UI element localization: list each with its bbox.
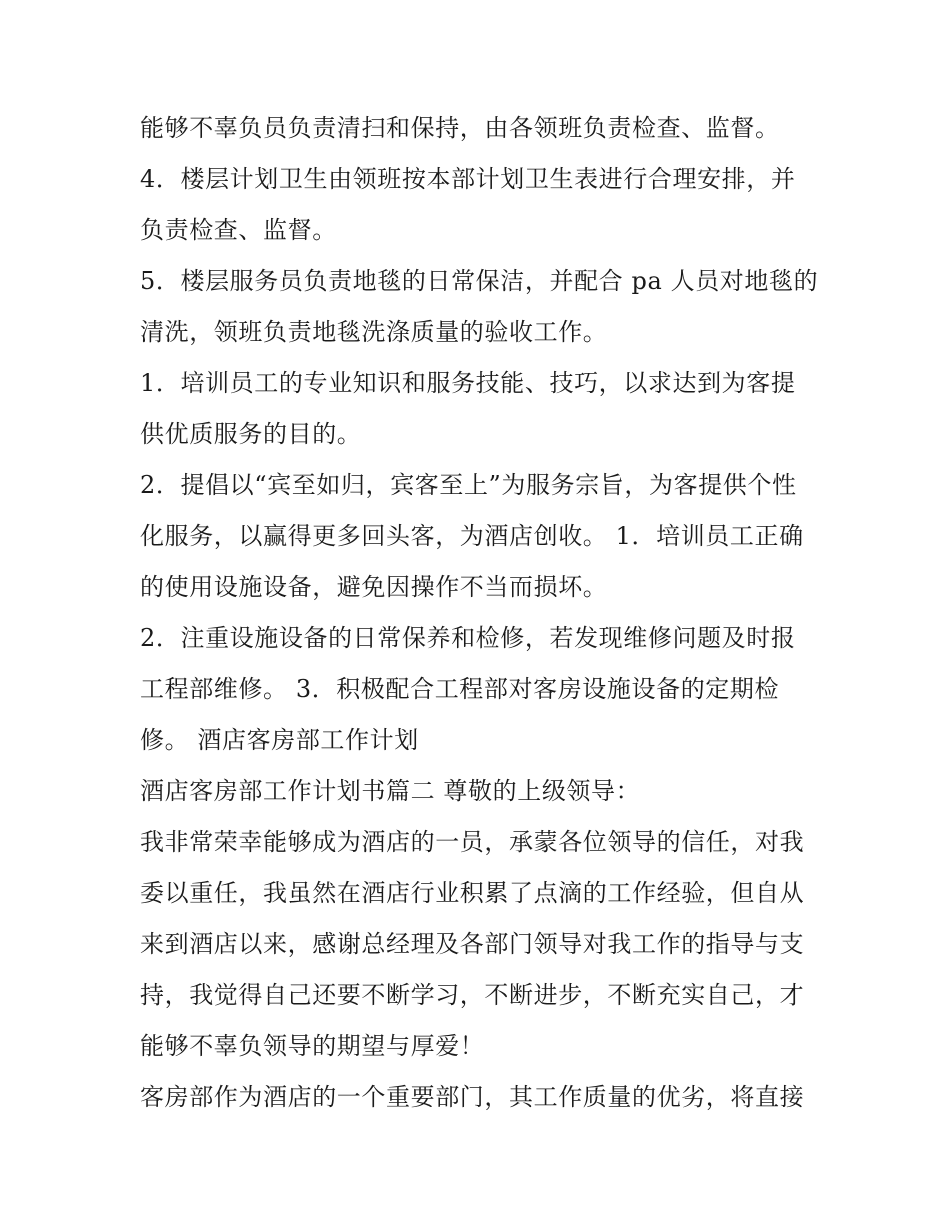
text-line: 供优质服务的目的。 xyxy=(140,420,362,448)
text-line: 我非常荣幸能够成为酒店的一员，承蒙各位领导的信任，对我 xyxy=(140,828,805,856)
text-line: 2．注重设施设备的日常保养和检修，若发现维修问题及时报 xyxy=(140,624,796,652)
text-line: 化服务，以赢得更多回头客，为酒店创收。 1．培训员工正确 xyxy=(140,522,804,550)
text-line: 5．楼层服务员负责地毯的日常保洁，并配合 pa 人员对地毯的 xyxy=(140,267,819,295)
text-line: 修。 酒店客房部工作计划 xyxy=(140,726,419,754)
text-line: 工程部维修。 3．积极配合工程部对客房设施设备的定期检 xyxy=(140,675,780,703)
text-line: 的使用设施设备，避免因操作不当而损坏。 xyxy=(140,573,608,601)
section-heading: 酒店客房部工作计划书篇二 尊敬的上级领导： xyxy=(140,777,641,805)
text-line: 来到酒店以来，感谢总经理及各部门领导对我工作的指导与支 xyxy=(140,930,805,958)
text-line: 委以重任，我虽然在酒店行业积累了点滴的工作经验，但自从 xyxy=(140,879,805,907)
text-line: 4．楼层计划卫生由领班按本部计划卫生表进行合理安排，并 xyxy=(140,165,796,193)
text-line: 持，我觉得自己还要不断学习，不断进步，不断充实自己，才 xyxy=(140,981,805,1009)
text-line: 1．培训员工的专业知识和服务技能、技巧，以求达到为客提 xyxy=(140,369,796,397)
text-line: 负责检查、监督。 xyxy=(140,216,337,244)
text-line: 能够不辜负领导的期望与厚爱！ xyxy=(140,1032,485,1060)
text-line: 2．提倡以“宾至如归，宾客至上”为服务宗旨，为客提供个性 xyxy=(140,471,797,499)
text-line: 能够不辜负员负责清扫和保持，由各领班负责检查、监督。 xyxy=(140,114,780,142)
text-line: 清洗，领班负责地毯洗涤质量的验收工作。 xyxy=(140,318,608,346)
text-line: 客房部作为酒店的一个重要部门，其工作质量的优劣，将直接 xyxy=(140,1083,805,1111)
